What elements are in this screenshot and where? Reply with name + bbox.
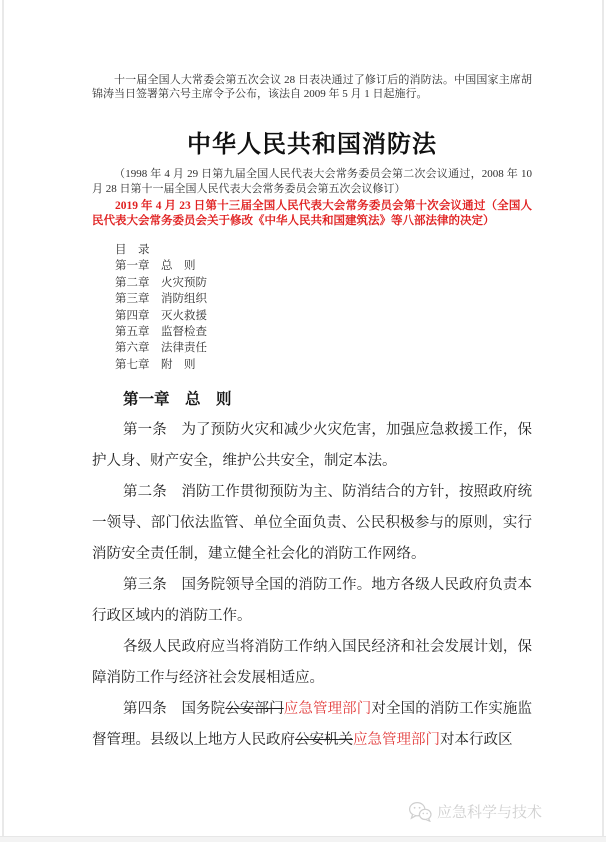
- article2-paragraph: 第二条 消防工作贯彻预防为主、防消结合的方针，按照政府统一领导、部门依法监管、单位全面负责、公民积极参与的原则，实行消防安全责任制，建立健全社会化的消防工作网络。: [92, 484, 532, 563]
- table-of-contents: [92, 242, 532, 373]
- toc-item-chapter6: 第六章 法律责任: [115, 342, 207, 355]
- article1-paragraph: 第一条 为了预防火灾和减少火灾危害，加强应急救援工作，保护人身、财产安全，维护公共安全，制定本法。: [92, 422, 532, 470]
- toc-item-chapter7: 第七章 附 则: [115, 358, 196, 371]
- toc-item-chapter5: 第五章 监督检查: [115, 326, 207, 339]
- watermark-label: 应急科学与技术: [436, 804, 542, 821]
- intro-paragraph: 十一届全国人大常委会第五次会议 28 日表决通过了修订后的消防法。中国国家主席胡锦涛当日签署第六号主席令予公布，该法自 2009 年 5 月 1 日起施行。: [92, 74, 532, 100]
- article3-paragraph2: 各级人民政府应当将消防工作纳入国民经济和社会发展计划，保障消防工作与经济社会发展相适应。: [92, 639, 532, 687]
- page-bottom-edge: [0, 836, 606, 842]
- page-right-edge: [602, 0, 604, 836]
- wechat-icon: [408, 801, 432, 822]
- article3-paragraph: 第三条 国务院领导全国的消防工作。地方各级人民政府负责本行政区域内的消防工作。: [92, 577, 532, 625]
- toc-heading: 目 录: [115, 244, 150, 256]
- enactment-note: （1998 年 4 月 29 日第九届全国人民代表大会常务委员会第二次会议通过，2008 年 10 月 28 日第十一届全国人民代表大会常务委员会第五次会议修订）: [92, 168, 532, 195]
- toc-item-chapter2: 第二章 火灾预防: [115, 276, 207, 289]
- amendment-note: 2019 年 4 月 23 日第十三届全国人民代表大会常务委员会第十次会议通过（全国人民代表大会常务委员会关于修改《中华人民共和国建筑法》等八部法律的决定）: [92, 200, 532, 227]
- chapter1-heading: 第一章 总 则: [123, 391, 232, 409]
- toc-item-chapter1: 第一章 总 则: [115, 260, 196, 273]
- watermark: [408, 801, 542, 822]
- toc-item-chapter4: 第四章 灭火救援: [115, 309, 207, 322]
- articles-body: [92, 415, 532, 756]
- page-content: [4, 0, 602, 756]
- article4-paragraph: 第四条 国务院公安部门应急管理部门对全国的消防工作实施监督管理。县级以上地方人民政府公安机关应急管理部门对本行政区: [92, 701, 533, 749]
- law-title: 中华人民共和国消防法: [187, 132, 437, 158]
- toc-item-chapter3: 第三章 消防组织: [115, 293, 207, 306]
- document-page: [4, 0, 602, 836]
